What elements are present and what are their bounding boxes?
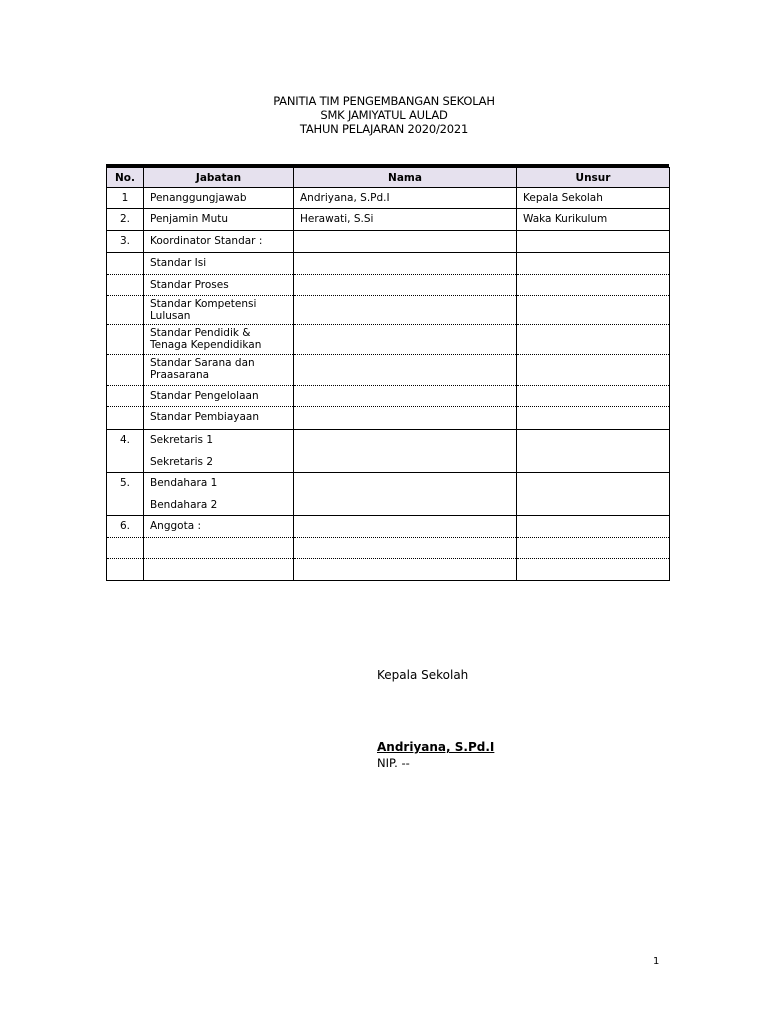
table-row	[107, 253, 670, 275]
table-row	[107, 516, 670, 538]
cell-unsur	[523, 355, 663, 357]
cell-jabatan	[150, 559, 287, 563]
cell-no	[113, 452, 137, 456]
cell-no	[113, 325, 137, 327]
table-row	[107, 296, 670, 325]
cell-jabatan: Standar Proses	[150, 279, 229, 291]
cell-nama	[300, 495, 510, 499]
cell-no	[113, 296, 137, 298]
col-header-jabatan: Jabatan	[144, 168, 294, 188]
cell-nama	[300, 275, 510, 279]
cell-no	[113, 407, 137, 411]
cell-unsur	[523, 275, 663, 279]
signature-nip: NIP. --	[377, 756, 410, 770]
table-row	[107, 538, 670, 559]
cell-unsur	[523, 386, 663, 390]
cell-jabatan: Sekretaris 1	[150, 434, 214, 446]
table-header-row	[107, 168, 670, 188]
cell-jabatan	[150, 538, 287, 542]
cell-no: 3.	[119, 235, 131, 247]
cell-no	[113, 559, 137, 563]
document-title	[0, 94, 768, 136]
cell-jabatan: Koordinator Standar :	[150, 235, 263, 247]
cell-unsur	[523, 516, 663, 520]
cell-jabatan: Standar Pembiayaan	[150, 411, 260, 423]
cell-no	[113, 253, 137, 257]
cell-jabatan: Standar Sarana dan Praasarana	[150, 357, 255, 381]
cell-nama	[300, 430, 510, 434]
title-line-1: PANITIA TIM PENGEMBANGAN SEKOLAH	[273, 94, 495, 108]
cell-unsur	[523, 407, 663, 411]
cell-no	[113, 495, 137, 499]
committee-table	[106, 167, 670, 581]
cell-nama: Andriyana, S.Pd.I	[300, 192, 390, 204]
page-number: 1	[653, 956, 660, 967]
table-row	[107, 188, 670, 209]
cell-no	[113, 386, 137, 390]
cell-nama	[300, 386, 510, 390]
cell-unsur: Waka Kurikulum	[523, 213, 608, 225]
signature-name: Andriyana, S.Pd.I	[377, 740, 495, 754]
cell-nama	[300, 452, 510, 456]
cell-unsur	[523, 452, 663, 456]
cell-nama	[300, 231, 510, 235]
cell-no	[113, 538, 137, 542]
cell-unsur	[523, 559, 663, 563]
table-row	[107, 559, 670, 581]
col-header-no: No.	[107, 168, 144, 188]
cell-nama	[300, 253, 510, 257]
cell-jabatan: Penanggungjawab	[150, 192, 247, 204]
cell-jabatan: Penjamin Mutu	[150, 213, 229, 225]
cell-nama	[300, 296, 510, 298]
cell-nama	[300, 407, 510, 411]
cell-unsur	[523, 253, 663, 257]
cell-nama	[300, 355, 510, 357]
cell-no: 5.	[119, 477, 131, 489]
title-line-2: SMK JAMIYATUL AULAD	[320, 108, 448, 122]
cell-jabatan: Anggota :	[150, 520, 202, 532]
cell-no: 1	[121, 192, 129, 204]
cell-unsur	[523, 473, 663, 477]
cell-jabatan: Standar Pengelolaan	[150, 390, 259, 402]
cell-no	[113, 355, 137, 357]
table-row	[107, 452, 670, 473]
cell-unsur	[523, 495, 663, 499]
col-header-unsur: Unsur	[517, 168, 670, 188]
col-header-nama: Nama	[294, 168, 517, 188]
cell-unsur	[523, 325, 663, 327]
cell-unsur	[523, 296, 663, 298]
cell-no: 2.	[119, 213, 131, 225]
cell-unsur	[523, 538, 663, 542]
table-row	[107, 495, 670, 516]
cell-nama: Herawati, S.Si	[300, 213, 374, 225]
cell-nama	[300, 516, 510, 520]
cell-nama	[300, 538, 510, 542]
cell-unsur: Kepala Sekolah	[523, 192, 603, 204]
committee-table-wrapper	[106, 164, 669, 581]
cell-nama	[300, 325, 510, 327]
cell-jabatan: Standar Kompetensi Lulusan	[150, 298, 257, 322]
table-row	[107, 275, 670, 296]
table-row	[107, 231, 670, 253]
title-line-3: TAHUN PELAJARAN 2020/2021	[299, 122, 469, 136]
cell-jabatan: Bendahara 2	[150, 498, 218, 511]
cell-no: 4.	[119, 434, 131, 446]
table-row	[107, 430, 670, 452]
cell-nama	[300, 473, 510, 477]
cell-jabatan: Standar Isi	[150, 257, 207, 269]
table-row	[107, 355, 670, 386]
cell-nama	[300, 559, 510, 563]
cell-unsur	[523, 231, 663, 235]
table-row	[107, 325, 670, 355]
cell-no: 6.	[119, 520, 131, 532]
table-row	[107, 209, 670, 231]
cell-jabatan: Sekretaris 2	[150, 455, 214, 468]
table-row	[107, 386, 670, 407]
table-row	[107, 407, 670, 430]
cell-no	[113, 275, 137, 279]
cell-jabatan: Standar Pendidik & Tenaga Kependidikan	[150, 327, 262, 351]
cell-unsur	[523, 430, 663, 434]
signature-title: Kepala Sekolah	[377, 668, 469, 682]
table-row	[107, 473, 670, 495]
cell-jabatan: Bendahara 1	[150, 477, 218, 489]
